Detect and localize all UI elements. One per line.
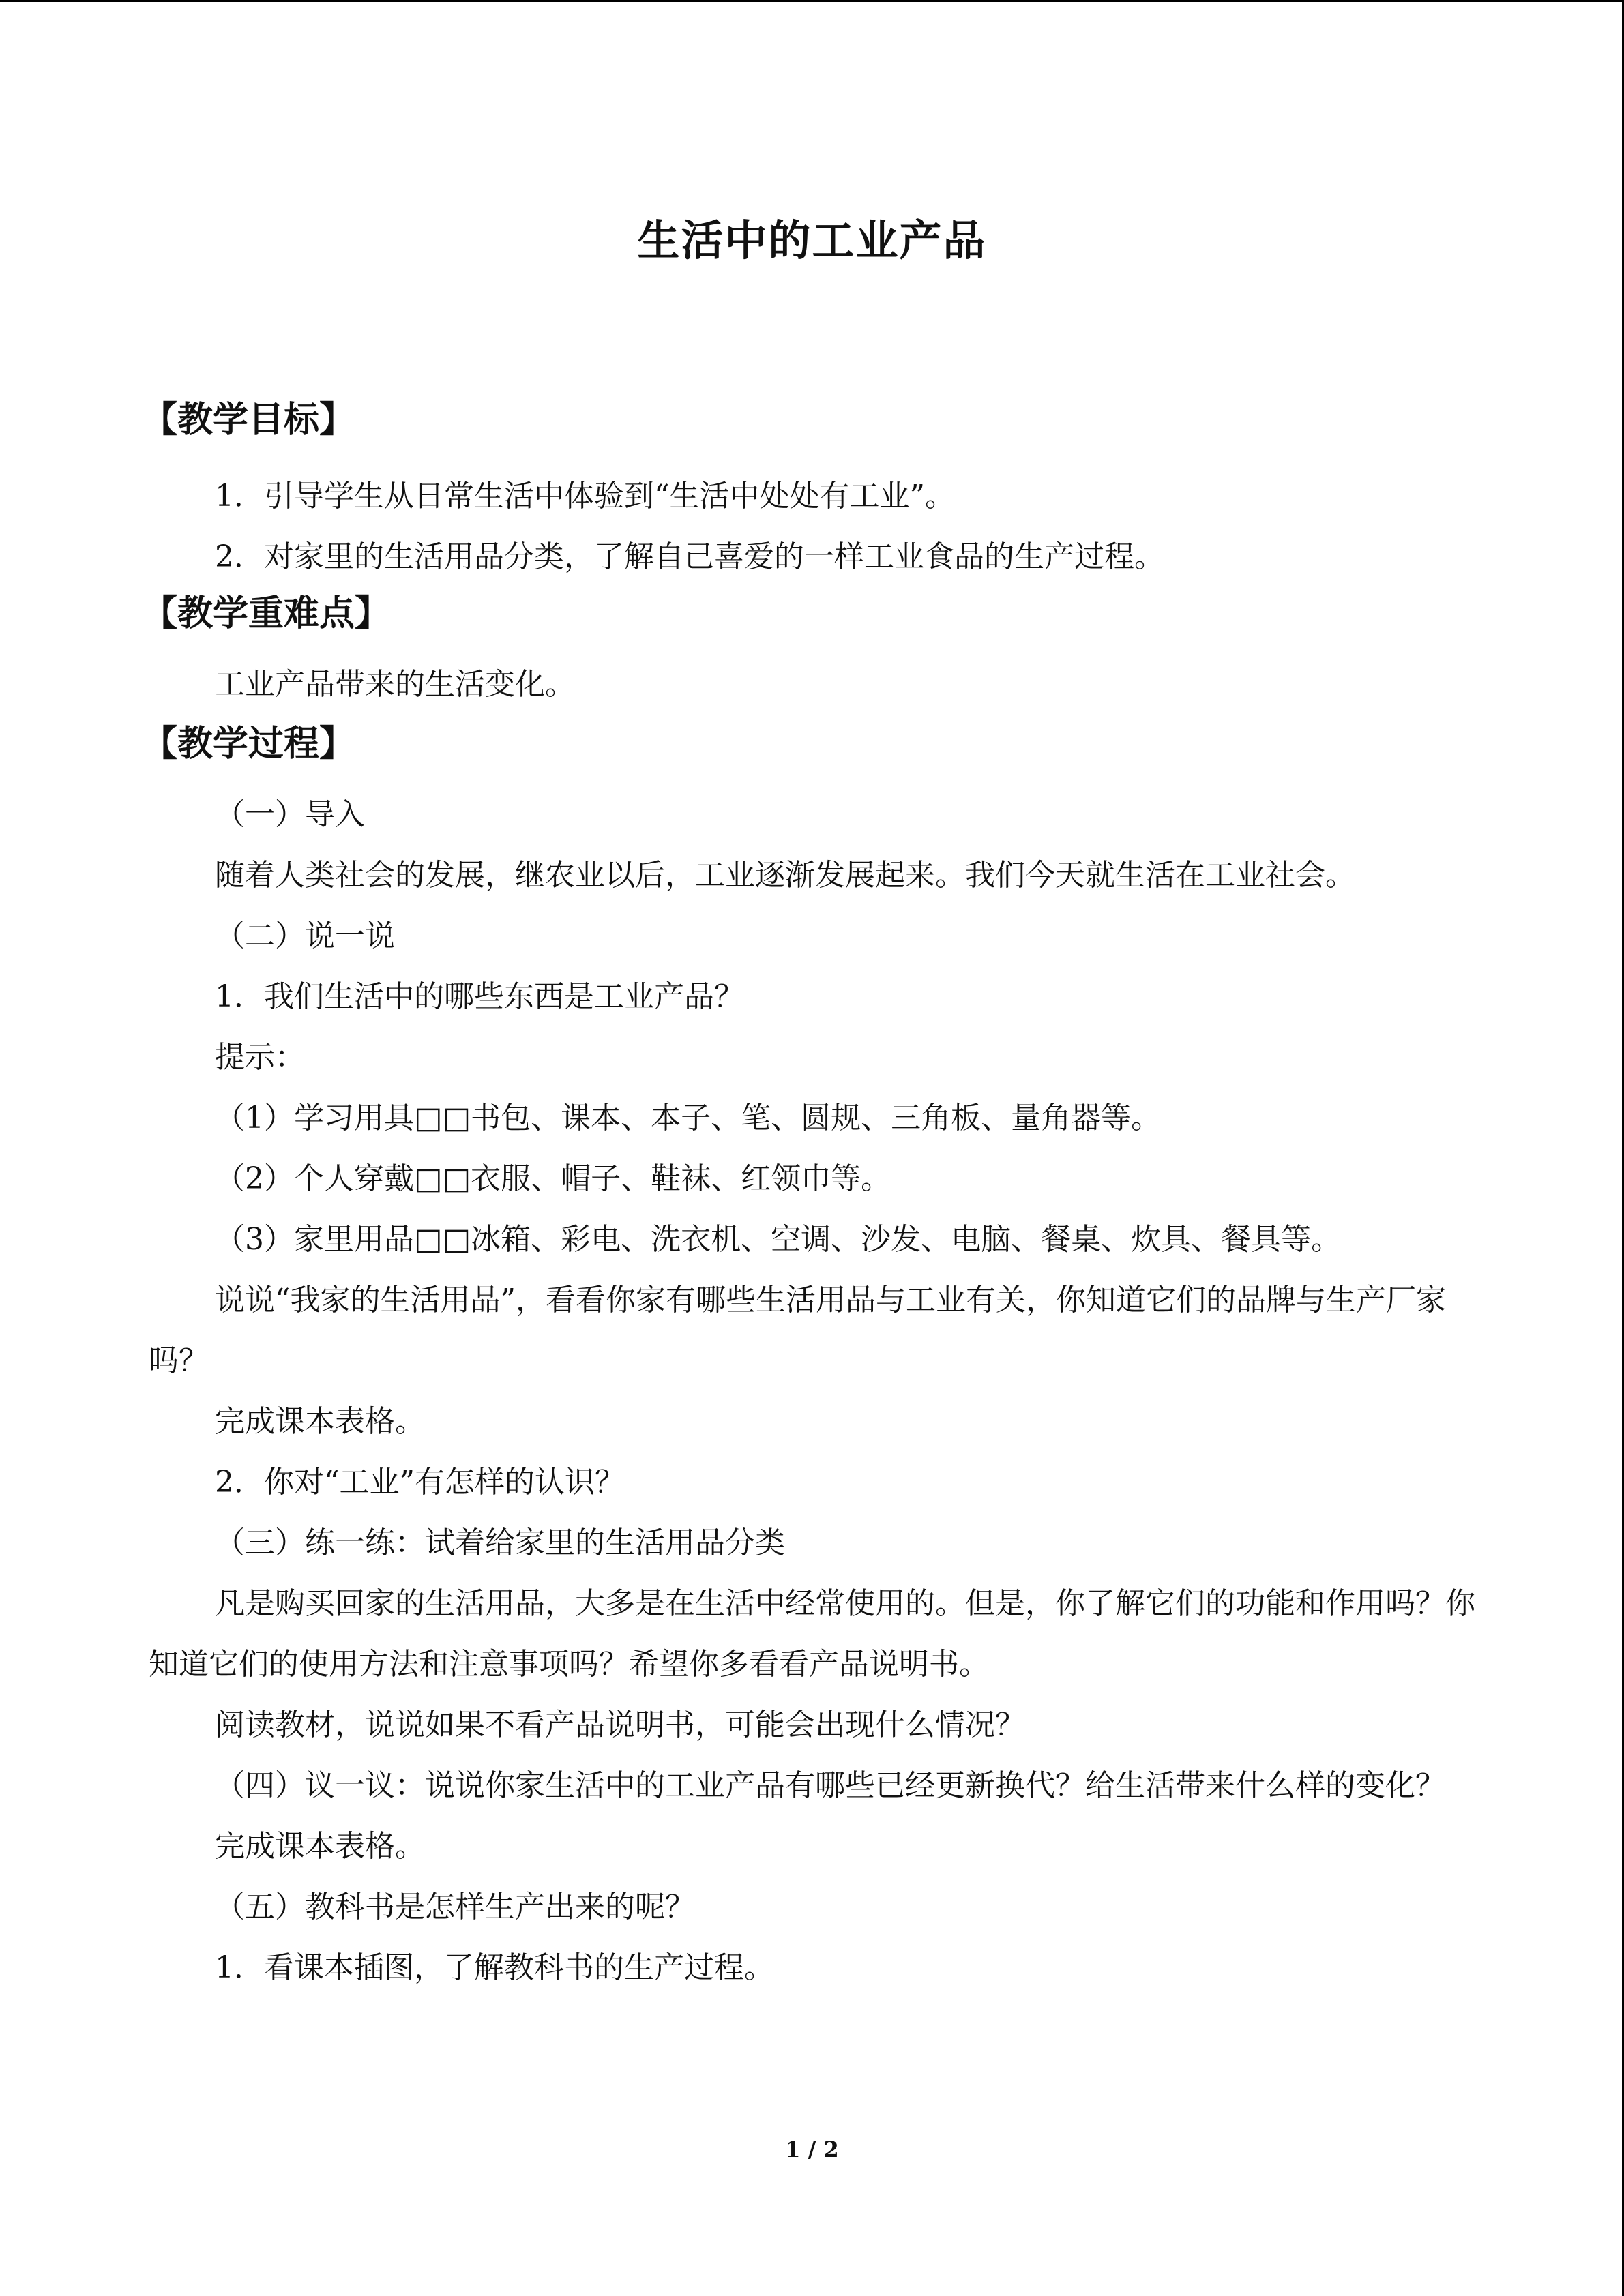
- process-item: （一）导入: [215, 797, 365, 832]
- process-item: 阅读教材，说说如果不看产品说明书，可能会出现什么情况？: [215, 1708, 1025, 1742]
- process-item: 凡是购买回家的生活用品，大多是在生活中经常使用的。但是，你了解它们的功能和作用吗？你知道它们的使用方法和注意事项吗？希望你多看看产品说明书。: [149, 1586, 1475, 1682]
- process-item: （三）练一练：试着给家里的生活用品分类: [215, 1525, 785, 1560]
- process-item: 提示：: [215, 1040, 305, 1075]
- section-heading: 【教学重难点】: [142, 593, 391, 634]
- section-heading: 【教学目标】: [142, 400, 355, 441]
- process-item: 1．我们生活中的哪些东西是工业产品？: [215, 979, 744, 1014]
- process-item: （1）学习用具□□书包、课本、本子、笔、圆规、三角板、量角器等。: [215, 1101, 1162, 1135]
- process-item: 1．看课本插图，了解教科书的生产过程。: [215, 1950, 774, 1985]
- process-item: 说说“我家的生活用品”，看看你家有哪些生活用品与工业有关，你知道它们的品牌与生产厂家吗？: [149, 1283, 1446, 1378]
- document-body: [142, 398, 1486, 1998]
- section-objectives: [142, 398, 1486, 587]
- section-heading: 【教学过程】: [142, 724, 355, 764]
- section-key-points: [142, 591, 1486, 715]
- process-item: 完成课本表格。: [215, 1829, 425, 1864]
- process-item: （四）议一议：说说你家生活中的工业产品有哪些已经更新换代？给生活带来什么样的变化？: [215, 1768, 1445, 1803]
- process-item: 2．你对“工业”有怎样的认识？: [215, 1465, 625, 1500]
- page-number: 1 / 2: [785, 2136, 839, 2162]
- process-item: （五）教科书是怎样生产出来的呢？: [215, 1890, 695, 1924]
- objective-item: 2．对家里的生活用品分类，了解自己喜爱的一样工业食品的生产过程。: [215, 539, 1164, 574]
- process-item: （二）说一说: [215, 919, 395, 953]
- process-item: （2）个人穿戴□□衣服、帽子、鞋袜、红领巾等。: [215, 1161, 891, 1196]
- document-title: 生活中的工业产品: [637, 215, 987, 265]
- key-point-item: 工业产品带来的生活变化。: [215, 667, 575, 702]
- process-item: 随着人类社会的发展，继农业以后，工业逐渐发展起来。我们今天就生活在工业社会。: [215, 858, 1355, 893]
- section-process: [142, 721, 1486, 1998]
- process-item: （3）家里用品□□冰箱、彩电、洗衣机、空调、沙发、电脑、餐桌、炊具、餐具等。: [215, 1222, 1342, 1257]
- objective-item: 1．引导学生从日常生活中体验到“生活中处处有工业”。: [215, 479, 955, 513]
- process-item: 完成课本表格。: [215, 1404, 425, 1439]
